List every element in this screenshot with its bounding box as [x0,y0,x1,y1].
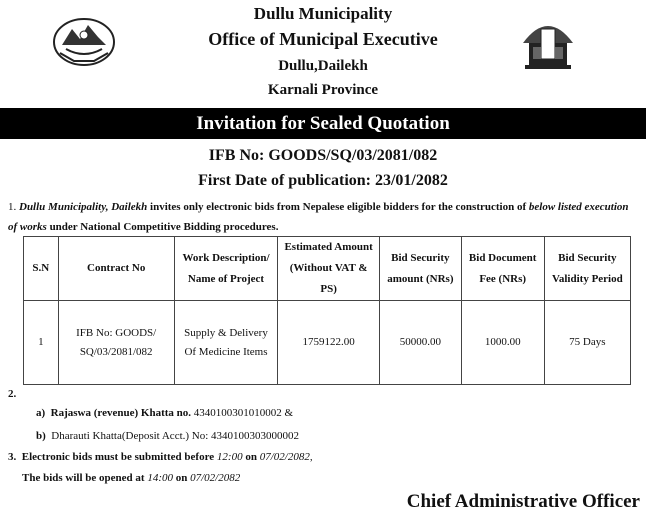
column-header: Bid Security Validity Period [544,237,630,301]
column-header: Bid Security amount (NRs) [379,237,461,301]
column-header: Bid Document Fee (NRs) [461,237,544,301]
column-header: Contract No [58,237,174,301]
ifb-number: IFB No: GOODS/SQ/03/2081/082 [208,147,438,164]
publication-date: First Date of publication: 23/01/2082 [198,172,448,189]
table-cell: 50000.00 [379,301,461,385]
paragraph-text: invites only electronic bids from Nepalese eligible bidders for the construction of [147,201,529,213]
submission-time: 12:00 [216,451,243,463]
table-cell: 75 Days [544,301,630,385]
signatory-title: Chief Administrative Officer [406,491,640,512]
organization-name: Dullu Municipality, Dailekh [19,201,148,213]
table-header-row [24,237,631,301]
section-3-number: 3. [8,451,17,463]
revenue-account-number: 4340100301010002 & [191,407,294,419]
section-2-number: 2. [8,388,17,400]
table-cell: 1 [24,301,59,385]
opening-date: 07/02/2082 [190,472,241,484]
municipality-logo-icon [517,15,579,71]
opening-text: The bids will be opened at [22,472,148,484]
column-header: Estimated Amount (Without VAT & PS) [278,237,380,301]
column-header: Work Description/ Name of Project [174,237,278,301]
office-name: Office of Municipal Executive [208,29,438,49]
paragraph-number: 1. [8,201,17,213]
table-cell: IFB No: GOODS/ SQ/03/2081/082 [58,301,174,385]
paragraph-italic-text: below listed execution of works [8,201,629,233]
office-location: Dullu,Dailekh [278,58,368,74]
paragraph-text-end: under National Competitive Bidding procedures. [46,221,279,233]
column-header: S.N [24,237,59,301]
deposit-account-title: Dharauti Khatta(Deposit Acct.) No: [51,430,209,442]
opening-on: on [172,472,191,484]
deposit-account-number: 4340100303000002 [208,430,300,442]
municipality-name: Dullu Municipality [253,4,393,23]
submission-date: 07/02/2082, [259,451,313,463]
submission-on: on [242,451,260,463]
submission-text: Electronic bids must be submitted before [21,451,217,463]
opening-time: 14:00 [147,472,173,484]
revenue-account-title: Rajaswa (revenue) Khatta no. [50,407,192,419]
table-cell: 1000.00 [461,301,544,385]
item-label: a) [36,407,46,419]
table-cell: 1759122.00 [278,301,380,385]
opening-line [22,472,240,484]
notice-title-banner: Invitation for Sealed Quotation [0,108,646,139]
item-label: b) [36,430,46,442]
bid-details-table [23,236,631,385]
invitation-paragraph [8,197,640,237]
province-name: Karnali Province [267,82,379,98]
table-cell: Supply & Delivery Of Medicine Items [174,301,278,385]
document-header [0,0,646,106]
revenue-account-line [36,407,293,419]
table-row [24,301,631,385]
deposit-account-line [36,430,299,442]
submission-deadline-line [8,451,313,463]
